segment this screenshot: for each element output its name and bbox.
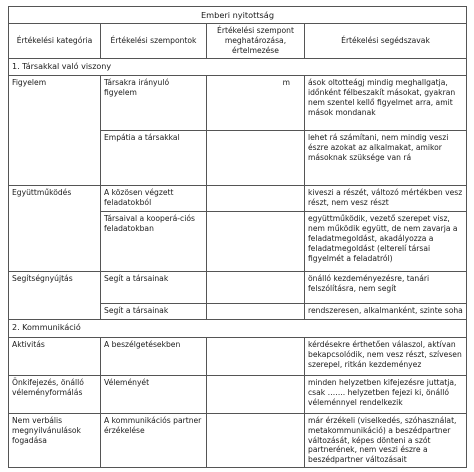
category-cell: Nem verbális megnyilvánulások fogadása: [9, 413, 101, 467]
category-cell: Önkifejezés, önálló véleményformálás: [9, 375, 101, 413]
evaluation-sheet: [8, 6, 466, 468]
section-title: 2. Kommunikáció: [9, 320, 467, 337]
helper-words-cell: önálló kezdeményezésre, tanári felszólításra, nem segít: [305, 272, 467, 304]
header-helper-words: Értékelési segédszavak: [305, 24, 467, 59]
definition-cell: [207, 304, 305, 320]
definition-cell: [207, 272, 305, 304]
helper-words-cell: kérdésekre érthetően válaszol, aktívan bekapcsolódik, nem vesz részt, szívesen szerepel, ritkán kezdeményez: [305, 337, 467, 375]
table-row: [9, 131, 467, 186]
criterion-cell: Társaival a kooperá-ciós feladatokban: [101, 212, 207, 272]
helper-words-cell: lehet rá számítani, nem mindig veszi észre azokat az alkalmakat, amikor másoknak szüksége van rá: [305, 131, 467, 186]
criterion-cell: Empátia a társakkal: [101, 131, 207, 186]
definition-cell: [207, 186, 305, 212]
category-cell: [9, 131, 101, 186]
category-cell: [9, 212, 101, 272]
table-row: [9, 413, 467, 467]
table-row: [9, 272, 467, 304]
definition-cell: [207, 413, 305, 467]
criterion-cell: Társakra irányuló figyelem: [101, 76, 207, 131]
category-cell: Együttműködés: [9, 186, 101, 212]
criterion-cell: Véleményét: [101, 375, 207, 413]
category-cell: Aktivitás: [9, 337, 101, 375]
header-row: [9, 24, 467, 59]
category-cell: Segítségnyújtás: [9, 272, 101, 304]
evaluation-table: [8, 6, 467, 468]
section-title: 1. Társakkal való viszony: [9, 59, 467, 76]
category-cell: [9, 304, 101, 320]
helper-words-cell: már érzékeli (viselkedés, szóhasználat, metakommunikáció) a beszédpartner változását, képes dönteni a szót partnerének, nem veszi észre a beszédpartner változásait: [305, 413, 467, 467]
definition-cell: m: [207, 76, 305, 131]
helper-words-cell: minden helyzetben kifejezésre juttatja, csak ……. helyzetben fejezi ki, önálló véleménnyel rendelkezik: [305, 375, 467, 413]
table-row: [9, 212, 467, 272]
helper-words-cell: rendszeresen, alkalmanként, szinte soha: [305, 304, 467, 320]
helper-words-cell: együttműködik, vezető szerepet visz, nem működik együtt, de nem zavarja a feladatmegoldást, akadályozza a feladatmegoldást (elterelí társai figyelmét a feladatról): [305, 212, 467, 272]
definition-cell: [207, 375, 305, 413]
table-title: Emberi nyitottság: [9, 7, 467, 24]
criterion-cell: A közösen végzett feladatokból: [101, 186, 207, 212]
helper-words-cell: ások oltotteágj mindig meghallgatja, időnként félbeszakít másokat, gyakran nem szentel kellő figyelmet arra, amit mások mondanak: [305, 76, 467, 131]
category-cell: Figyelem: [9, 76, 101, 131]
table-row: [9, 186, 467, 212]
table-row: [9, 337, 467, 375]
header-criteria: Értékelési szempontok: [101, 24, 207, 59]
section-row: [9, 59, 467, 76]
definition-cell: [207, 337, 305, 375]
criterion-cell: A kommunikációs partner érzékelése: [101, 413, 207, 467]
table-row: [9, 375, 467, 413]
criterion-cell: A beszélgetésekben: [101, 337, 207, 375]
definition-cell: [207, 131, 305, 186]
table-row: [9, 76, 467, 131]
definition-cell: [207, 212, 305, 272]
criterion-cell: Segít a társainak: [101, 272, 207, 304]
header-definition: Értékelési szempont meghatározása, értelmezése: [207, 24, 305, 59]
table-row: [9, 304, 467, 320]
header-category: Értékelési kategória: [9, 24, 101, 59]
criterion-cell: Segít a társainak: [101, 304, 207, 320]
helper-words-cell: kiveszi a részét, változó mértékben vesz részt, nem vesz részt: [305, 186, 467, 212]
section-row: [9, 320, 467, 337]
title-row: [9, 7, 467, 24]
